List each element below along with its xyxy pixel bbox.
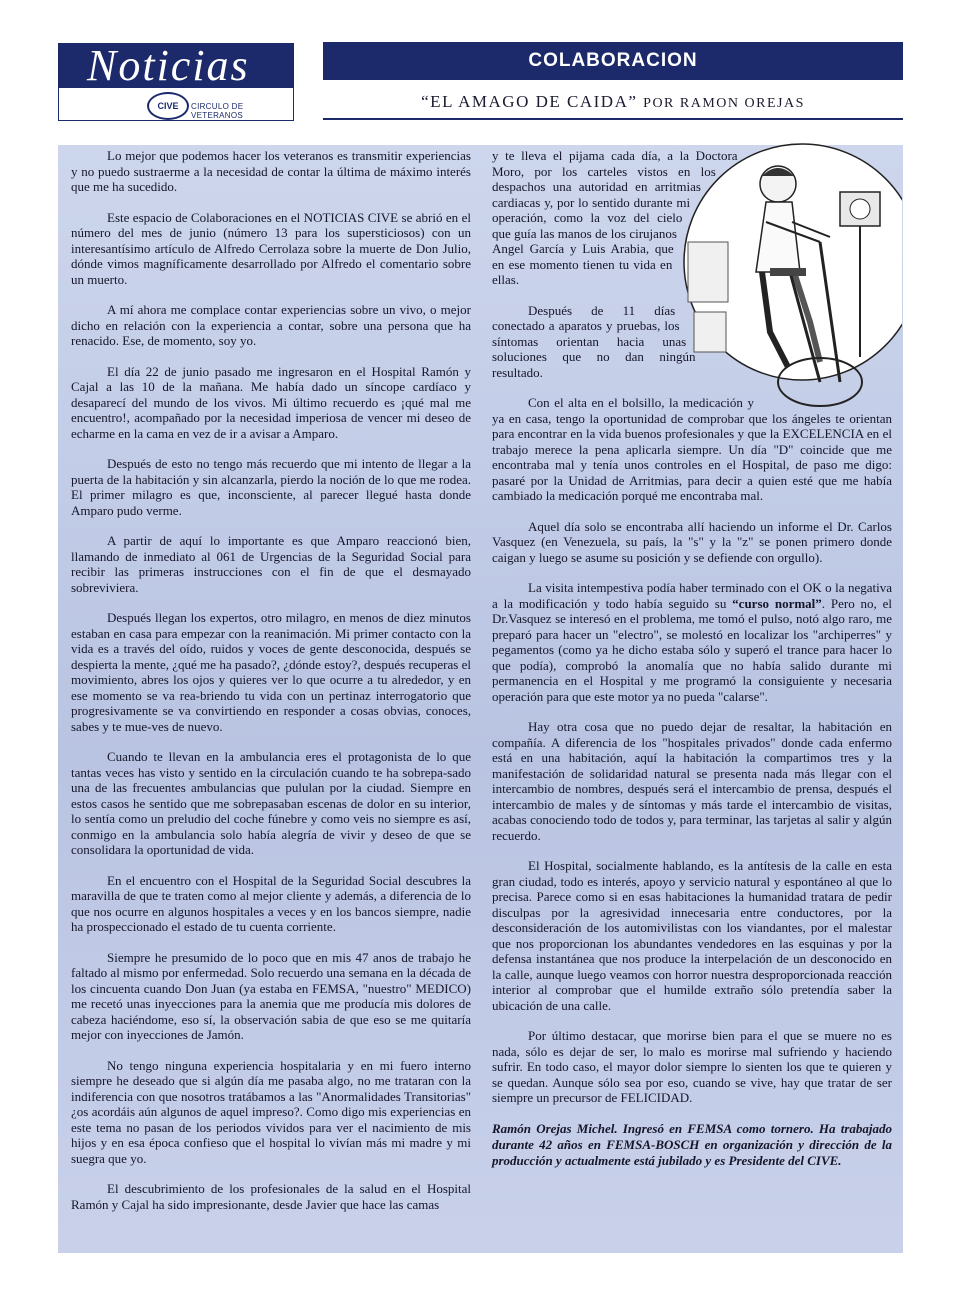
logo-wordmark: Noticias (59, 44, 293, 88)
paragraph: Después de 11 días conectado a aparatos y pruebas, los síntomas orientan hacia unas soluciones que no dan ningún resultado. (492, 302, 696, 380)
paragraph: Aquel día solo se encontraba allí haciendo un informe el Dr. Carlos Vasquez (en Venezuela, su país, la "s" y la "z" se ponen primero donde caigan y luego se asume su posición y se defiende con orgullo). (492, 518, 892, 565)
paragraph (492, 580, 892, 704)
text-segment: La visita intempestiva podía haber terminado con el OK o la negativa a la modificación y todo había seguido su (492, 580, 892, 611)
text-segment: . Pero no, el Dr.Vasquez se interesó en el problema, me tomó el pulso, notó algo raro, me preparó para hacer un "electro", se molestó en localizar los "archiperres" y pegamentos (como ya he dicho estaba sólo y superó el trance para hacer lo que podía), comprobó la anomalía que no había salido durante mi permanencia en el Hospital y me programó la consiguiente y necesaria operación para que este motor ya no pueda "calarse". (492, 595, 892, 704)
paragraph: Lo mejor que podemos hacer los veteranos es transmitir experiencias y no puedo sustraerme a la necesidad de contar la última de máximo interés que me ha sucedido. (71, 148, 471, 194)
paragraph: A mí ahora me complace contar experiencias sobre un vivo, o mejor dicho en relación con la experiencia a contar, sobre una persona que ha renacido. Ese, de momento, soy yo. (71, 302, 471, 348)
byline: POR RAMON OREJAS (643, 96, 805, 111)
paragraph: A partir de aquí lo importante es que Amparo reaccionó bien, llamando de inmediato al 061 de Urgencias de la Seguridad Social para recibir las primeras instrucciones con el fin de que el desmayado sobreviviera. (71, 533, 471, 595)
paragraph: En el encuentro con el Hospital de la Seguridad Social descubres la maravilla de que te traten como al mejor cliente y además, a diferencia de lo que nos ocurre en algunos hospitales a veces y en los bancos siempre, nadie ha prospeccionado el estado de tu cuenta corriente. (71, 872, 471, 934)
emphasis-curso-normal: “curso normal” (732, 595, 822, 611)
paragraph: Con el alta en el bolsillo, la medicación y ya en casa, tengo la oportunidad de comprobar que los ángeles te orientan para encontrar en la vida buenos profesionales y que la EXCELENCIA en el trabajo merece la pena aplicarla siempre. Un día "D" coincide que me encontraba mal y tenía unos controles en el Hospital, de paso me digo: pasaré por la Unidad de Arritmias, para decir a quien esté que me había cambiado la medicación porqué me encontraba mal. (492, 395, 892, 503)
paragraph: Siempre he presumido de lo poco que en mis 47 anos de trabajo he faltado al mismo por enfermedad. Solo recuerdo una semana en la década de los cincuenta cuando Don Juan (ya estaba en FEMSA, "nuestro" MEDICO) me recetó unas inyecciones para la anemia que me producía mis dolores de cabeza haciéndome, eso sí, la observación sabia de que eso se me quitaría mejor con inyecciones de Jamón. (71, 949, 471, 1042)
paragraph: El día 22 de junio pasado me ingresaron en el Hospital Ramón y Cajal a las 10 de la mañana. Me había dado un síncope cardíaco y desaparecí del mundo de los vivos. Mi último recuerdo es ¡qué mal me encuentro!, acompañado por la necesidad imperiosa de vencer mi deseo de echarme en la cama en vez de ir a avisar a Amparo. (71, 363, 471, 441)
paragraph: Por último destacar, que morirse bien para el que se muere no es nada, sólo es dejar de ser, lo malo es morirse mal sufriendo y haciendo sufrir. En todo caso, el mayor dolor siempre lo sienten los que te quieren y se quedan. Aunque sólo sea por eso, cuando se vive, hay que tratar de ser siempre un precursor de FELICIDAD. (492, 1028, 892, 1105)
right-column (492, 148, 892, 1184)
cive-badge-icon (147, 92, 189, 120)
article-title (323, 92, 903, 112)
left-column (71, 148, 471, 1227)
paragraph: Hay otra cosa que no puedo dejar de resaltar, la habitación en compañía. A diferencia de los "hospitales privados" donde cada enfermo está en una habitación, aquí la habitación la compartimos tres y la manifestación de solidaridad natural se presenta nada más llegar con el intercambio de nombres, después será el intercambio de prensa, después el intercambio de males y de síntomas y más tarde el intercambio de visitas, acabas conociendo todo de todos y, para terminar, las tarjetas al salir y algún recuerdo. (492, 719, 892, 843)
noticias-logo (58, 43, 294, 121)
badge-text: CIVE (157, 101, 179, 111)
title-text: “EL AMAGO DE CAIDA” (421, 92, 638, 111)
logo-subtitle: CIRCULO DE VETERANOS (191, 102, 244, 120)
paragraph: Cuando te llevan en la ambulancia eres el protagonista de lo que tantas veces has visto y sentido en la circulación cuando te ha sobrepa-sado una de las frecuentes ambulancias que pululan por la ciudad. Siempre en estos casos he sentido que me sobrepasaban escenas de dolor en su interior, lo sentía como un preludio del coche fúnebre y como veis no siempre es así, conmigo en la ambulancia solo había alegría de vivir y deseo de que se consolidara la oportunidad de vida. (71, 749, 471, 857)
section-title-bar: COLABORACION (323, 42, 903, 80)
paragraph: Después llegan los expertos, otro milagro, en menos de diez minutos estaban en casa para empezar con la reanimación. Mi primer contacto con la vida es a través del oído, ruidos y voces de gente desconocida, después se despierta la mente, ¿qué me ha pasado?, ¿dónde estoy?, después recuperas el movimiento, abres los ojos y quieres ver lo que ocurre a tu alrededor, y en ese momento se va rea-briendo tu vida con un pertinaz interrogatorio que progresivamente se va convirtiendo en responder a cosas obvias, conoces, sabes y te mue-ves de nuevo. (71, 610, 471, 734)
paragraph: Después de esto no tengo más recuerdo que mi intento de llegar a la puerta de la habitación y sin alcanzarla, pierdo la noción de lo que me rodea. El primer milagro es que, inconsciente, al parecer llegué hasta donde Amparo pudo verme. (71, 456, 471, 518)
paragraph: y te lleva el pijama cada día, a la Doctora Moro, por los carteles vistos en los despachos una autoridad en arritmias cardiacas y, por lo sentido durante mi operación, como la voz del cielo que guía las manos de los cirujanos Angel García y Luis Arabia, que en ese momento tienen tu vida en ellas. (492, 148, 738, 287)
paragraph: Este espacio de Colaboraciones en el NOTICIAS CIVE se abrió en el número del mes de junio (número 13 para los supersticiosos) con un interesantísimo artículo de Alfredo Cerrolaza sobre la muerte de Don Julio, dónde vimos magníficamente desarrollado por Alfredo el comentario sobre un muerto. (71, 209, 471, 287)
title-divider (323, 118, 903, 120)
author-bio: Ramón Orejas Michel. Ingresó en FEMSA como tornero. Ha trabajado durante 42 años en FEMSA-BOSCH en organización y dirección de la producción y actualmente está jubilado y es Presidente del CIVE. (492, 1120, 892, 1168)
paragraph: No tengo ninguna experiencia hospitalaria y en mi fuero interno siempre he deseado que si algún día me pasaba algo, no me trataran con la indiferencia con que nosotros tratábamos a las "Anormalidades Transitorias" ¿os acordáis aún algunos de aquel impreso?. Como digo mis experiencias en este tema no pasan de los periodos vividos para ver el nacimiento de mis hijos y en esa época confieso que el hospital lo vivían más mi madre y mi suegra que yo. (71, 1057, 471, 1166)
paragraph: El Hospital, socialmente hablando, es la antítesis de la calle en esta gran ciudad, todo es interés, apoyo y servicio natural y espontáneo al que lo precisa. Parece como si en esas habitaciones la humanidad tratara de pedir disculpas por la agresividad innecesaria entre conductores, por la desconsideración de los automivilistas con los viandantes, por el malestar que nos proporcionan los abundantes vendedores en las esquinas y por la defensa instantánea que nos produce la interpelación de un desconocido en la calle, aunque luego veamos con horror nuestra desproporcionada reacción interior al comprobar que el humilde extraño sólo pretendía saber la ubicación de una calle. (492, 858, 892, 1013)
paragraph: El descubrimiento de los profesionales de la salud en el Hospital Ramón y Cajal ha sido impresionante, desde Javier que hace las camas (71, 1181, 471, 1212)
